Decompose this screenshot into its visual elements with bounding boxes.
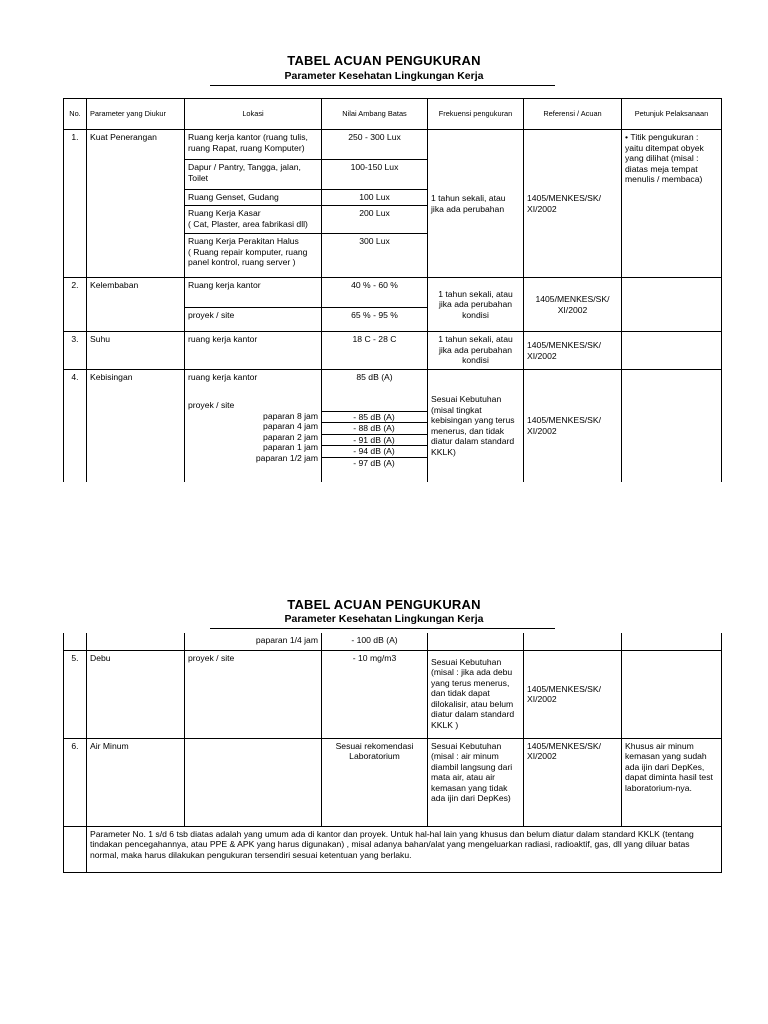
parameter-cell: Kelembaban bbox=[87, 278, 185, 332]
parameter-cell: Suhu bbox=[87, 332, 185, 370]
location-line: proyek / site bbox=[188, 400, 235, 410]
parameter-cell: Air Minum bbox=[87, 738, 185, 826]
header-location: Lokasi bbox=[185, 99, 322, 130]
instructions-cell: Khusus air minum kemasan yang sudah ada ijin dari DepKes, dapat diminta hasil test laboratorium-nya. bbox=[622, 738, 722, 826]
threshold-cell: 100 Lux bbox=[322, 190, 428, 206]
footnote-cell: Parameter No. 1 s/d 6 tsb diatas adalah yang umum ada di kantor dan proyek. Untuk hal-hal lain yang khusus dan belum diatur dalam standard KKLK (tentang tindakan pencegahannya, atau PPE & APK yang harus digunakan) , misal adanya bahan/alat yang mengeluarkan radiasi, radioaktif, gas, dll yang diluar batas normal, maka harus dilakukan pengukuran tersendiri sesuai ketentuan yang berlaku. bbox=[87, 826, 722, 872]
table-row bbox=[64, 332, 722, 370]
measurement-table-continued bbox=[63, 633, 722, 873]
table-header-row bbox=[64, 99, 722, 130]
exposure-value: - 97 dB (A) bbox=[322, 457, 428, 469]
location-line: ruang kerja kantor bbox=[188, 372, 258, 382]
threshold-cell: 18 C - 28 C bbox=[322, 332, 428, 370]
instruction-text: • Titik pengukuran : yaitu ditempat obyek yang dilihat (misal : diatas meja tempat menulis / membaca) bbox=[625, 132, 704, 184]
exposure-value: - 88 dB (A) bbox=[322, 422, 428, 434]
exposure-label: paparan 1 jam bbox=[263, 442, 318, 452]
header-frequency: Frekuensi pengukuran bbox=[428, 99, 524, 130]
instructions-cell bbox=[622, 650, 722, 738]
exposure-value: - 100 dB (A) bbox=[322, 633, 428, 650]
parameter-cell: Kebisingan bbox=[87, 370, 185, 482]
frequency-cell: 1 tahun sekali, atau jika ada perubahan kondisi bbox=[428, 332, 524, 370]
location-cell: ruang kerja kantor bbox=[185, 332, 322, 370]
exposure-values bbox=[322, 411, 427, 469]
location-line: ( Cat, Plaster, area fabrikasi dll) bbox=[188, 218, 308, 229]
table-row bbox=[64, 650, 722, 738]
location-cell: proyek / site bbox=[185, 308, 322, 332]
location-line: Ruang Kerja Kasar bbox=[188, 208, 261, 218]
title-underline bbox=[210, 628, 555, 629]
header-reference: Referensi / Acuan bbox=[524, 99, 622, 130]
threshold-cell bbox=[322, 370, 428, 482]
threshold-cell: 300 Lux bbox=[322, 234, 428, 278]
exposure-labels bbox=[185, 411, 321, 464]
row-number: 6. bbox=[64, 738, 87, 826]
frequency-cell: Sesuai Kebutuhan (misal tingkat kebisingan yang terus menerus, dan tidak diatur dalam standard KKLK) bbox=[428, 370, 524, 482]
exposure-label: paparan 8 jam bbox=[263, 410, 318, 421]
page-title: TABEL ACUAN PENGUKURAN bbox=[287, 53, 481, 68]
table-row bbox=[64, 370, 722, 482]
header-parameter: Parameter yang Diukur bbox=[87, 99, 185, 130]
location-cell bbox=[185, 370, 322, 482]
measurement-table bbox=[63, 98, 722, 482]
page-subtitle: Parameter Kesehatan Lingkungan Kerja bbox=[284, 70, 484, 82]
row-number: 3. bbox=[64, 332, 87, 370]
title-underline bbox=[210, 85, 555, 86]
reference-cell: 1405/MENKES/SK/ XI/2002 bbox=[524, 332, 622, 370]
threshold-cell: 250 - 300 Lux bbox=[322, 130, 428, 160]
exposure-value: - 85 dB (A) bbox=[322, 411, 428, 423]
reference-cell: 1405/MENKES/SK/ XI/2002 bbox=[524, 370, 622, 482]
frequency-cell: 1 tahun sekali, atau jika ada perubahan kondisi bbox=[428, 278, 524, 332]
threshold-cell: Sesuai rekomendasi Laboratorium bbox=[322, 738, 428, 826]
threshold-cell: 40 % - 60 % bbox=[322, 278, 428, 308]
threshold-cell: 100-150 Lux bbox=[322, 160, 428, 190]
page-title: TABEL ACUAN PENGUKURAN bbox=[287, 597, 481, 612]
table-row bbox=[64, 633, 722, 650]
frequency-cell: Sesuai Kebutuhan (misal : jika ada debu yang terus menerus, dan tidak dapat dilokalisir, atau belum diatur dalam standard KKLK ) bbox=[428, 650, 524, 738]
instructions-cell bbox=[622, 130, 722, 278]
location-cell: Ruang Genset, Gudang bbox=[185, 190, 322, 206]
parameter-cell: Kuat Penerangan bbox=[87, 130, 185, 278]
table-row bbox=[64, 738, 722, 826]
location-cell bbox=[185, 206, 322, 234]
parameter-cell: Debu bbox=[87, 650, 185, 738]
location-cell: Dapur / Pantry, Tangga, jalan, Toilet bbox=[185, 160, 322, 190]
reference-cell: 1405/MENKES/SK/ XI/2002 bbox=[524, 130, 622, 278]
table-row bbox=[64, 278, 722, 308]
header-threshold: Nilai Ambang Batas bbox=[322, 99, 428, 130]
frequency-cell: Sesuai Kebutuhan (misal : air minum diambil langsung dari mata air, atau air kemasan yang tidak ada ijin dari DepKes) bbox=[428, 738, 524, 826]
location-cell bbox=[185, 234, 322, 278]
header-instructions: Petunjuk Pelaksanaan bbox=[622, 99, 722, 130]
exposure-value: - 91 dB (A) bbox=[322, 434, 428, 446]
threshold-value: 85 dB (A) bbox=[356, 372, 393, 382]
location-cell: Ruang kerja kantor (ruang tulis, ruang Rapat, ruang Komputer) bbox=[185, 130, 322, 160]
location-cell: Ruang kerja kantor bbox=[185, 278, 322, 308]
table-row bbox=[64, 130, 722, 160]
document-page-2 bbox=[0, 590, 768, 990]
location-line: ( Ruang repair komputer, ruang panel kontrol, ruang server ) bbox=[188, 246, 308, 267]
threshold-cell: - 10 mg/m3 bbox=[322, 650, 428, 738]
location-cell: proyek / site bbox=[185, 650, 322, 738]
row-number: 5. bbox=[64, 650, 87, 738]
instructions-cell bbox=[622, 278, 722, 332]
exposure-label: paparan 4 jam bbox=[263, 421, 318, 431]
exposure-label: paparan 2 jam bbox=[263, 431, 318, 442]
reference-cell: 1405/MENKES/SK/ XI/2002 bbox=[524, 278, 622, 332]
instructions-cell bbox=[622, 332, 722, 370]
row-number: 4. bbox=[64, 370, 87, 482]
page-subtitle: Parameter Kesehatan Lingkungan Kerja bbox=[284, 613, 484, 625]
exposure-label: paparan 1/2 jam bbox=[255, 452, 318, 463]
document-page-1 bbox=[0, 0, 768, 500]
location-line: Ruang Kerja Perakitan Halus bbox=[188, 236, 299, 246]
location-cell bbox=[185, 738, 322, 826]
reference-cell: 1405/MENKES/SK/ XI/2002 bbox=[524, 738, 622, 826]
threshold-cell: 200 Lux bbox=[322, 206, 428, 234]
exposure-label: paparan 1/4 jam bbox=[185, 633, 322, 650]
row-number: 2. bbox=[64, 278, 87, 332]
table-row bbox=[64, 826, 722, 872]
header-no: No. bbox=[64, 99, 87, 130]
exposure-value: - 94 dB (A) bbox=[322, 445, 428, 457]
frequency-cell: 1 tahun sekali, atau jika ada perubahan bbox=[428, 130, 524, 278]
threshold-cell: 65 % - 95 % bbox=[322, 308, 428, 332]
reference-cell: 1405/MENKES/SK/ XI/2002 bbox=[524, 650, 622, 738]
row-number: 1. bbox=[64, 130, 87, 278]
instructions-cell bbox=[622, 370, 722, 482]
